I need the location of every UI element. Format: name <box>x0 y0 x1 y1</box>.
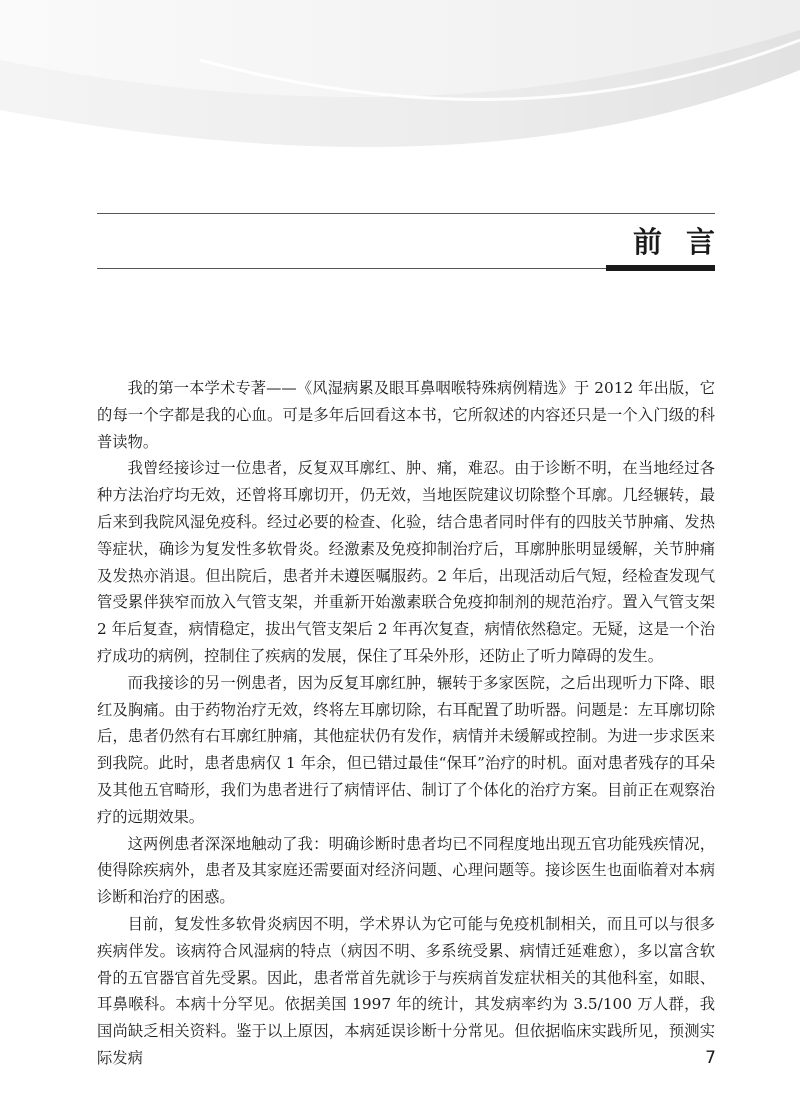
paragraph: 我曾经接诊过一位患者，反复双耳廓红、肿、痛，难忍。由于诊断不明，在当地经过各种方法治疗均无效，还曾将耳廓切开，仍无效，当地医院建议切除整个耳廓。几经辗转，最后来到我院风湿免疫科。经过必要的检查、化验，结合患者同时伴有的四肢关节肿痛、发热等症状，确诊为复发性多软骨炎。经激素及免疫抑制治疗后，耳廓肿胀明显缓解，关节肿痛及发热亦消退。但出院后，患者并未遵医嘱服药。2 年后，出现活动后气短，经检查发现气管受累伴狭窄而放入气管支架，并重新开始激素联合免疫抑制剂的规范治疗。置入气管支架 2 年后复查，病情稳定，拔出气管支架后 2 年再次复查，病情依然稳定。无疑，这是一个治疗成功的病例，控制住了疾病的发展，保住了耳朵外形，还防止了听力障碍的发生。 <box>97 459 715 665</box>
page-title: 前言 <box>632 225 739 259</box>
paragraph: 这两例患者深深地触动了我：明确诊断时患者均已不同程度地出现五官功能残疾情况，使得除疾病外，患者及其家庭还需要面对经济问题、心理问题等。接诊医生也面临着对本病诊断和治疗的困惑。 <box>97 834 715 907</box>
paragraph: 而我接诊的另一例患者，因为反复耳廓红肿，辗转于多家医院，之后出现听力下降、眼红及胸痛。由于药物治疗无效，终将左耳廓切除，右耳配置了助听器。问题是：左耳廓切除后，患者仍然有右耳廓红肿痛，其他症状仍有发作，病情并未缓解或控制。为进一步求医来到我院。此时，患者患病仅 1 年余，但已错过最佳“保耳”治疗的时机。面对患者残存的耳朵及其他五官畸形，我们为患者进行了病情评估、制订了个体化的治疗方案。目前正在观察治疗的远期效果。 <box>97 673 715 826</box>
paragraph: 目前，复发性多软骨炎病因不明，学术界认为它可能与免疫机制相关，而且可以与很多疾病伴发。该病符合风湿病的特点（病因不明、多系统受累、病情迁延难愈），多以富含软骨的五官器官首先受累。因此，患者常首先就诊于与疾病首发症状相关的其他科室，如眼、耳鼻喉科。本病十分罕见。依据美国 1997 年的统计，其发病率约为 3.5/100 万人群，我国尚缺乏相关资料。鉴于以上原因，本病延误诊断十分常见。但依据临床实践所见，预测实际发病 <box>97 914 715 1067</box>
preface-body <box>97 375 715 1072</box>
page-number: 7 <box>705 1048 716 1068</box>
top-swoosh-decoration <box>0 0 800 180</box>
header-rule-top <box>97 213 715 214</box>
title-underline-bar <box>606 265 715 271</box>
paragraph: 我的第一本学术专著——《风湿病累及眼耳鼻咽喉特殊病例精选》于 2012 年出版，它的每一个字都是我的心血。可是多年后回看这本书，它所叙述的内容还只是一个入门级的科普读物。 <box>97 379 715 451</box>
